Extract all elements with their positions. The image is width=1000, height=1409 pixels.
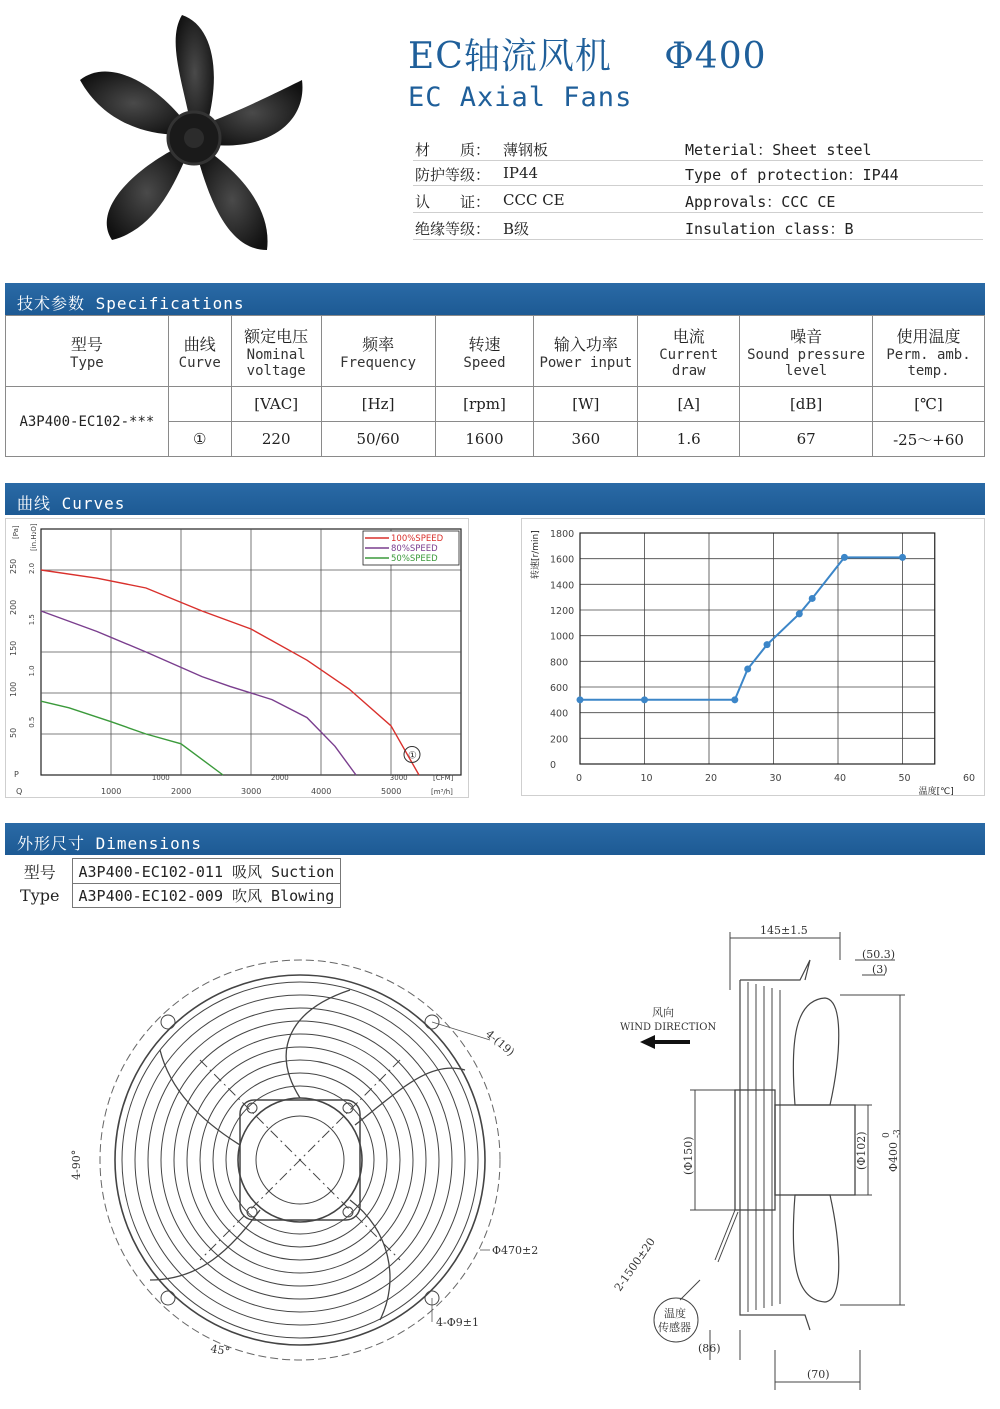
- property-en: Meterial：Sheet steel: [685, 141, 872, 159]
- x-tick-label-m3h: 1000: [101, 787, 122, 796]
- y-tick-label-inh2o: 1.5: [28, 614, 36, 626]
- pressure-flow-chart-svg: [6, 519, 468, 797]
- type-row: A3P400-EC102-009 吹风 Blowing: [72, 884, 341, 908]
- header-en: Current draw: [659, 346, 719, 379]
- x-tick-label-m3h: 2000: [171, 787, 192, 796]
- speed-temperature-chart-svg: [522, 519, 984, 795]
- cable-dimension: 2-1500±20: [611, 1235, 658, 1294]
- y-axis-label: 转速[r/min]: [531, 530, 541, 579]
- property-en: Insulation class：B: [685, 220, 854, 238]
- header-en: Perm. amb. temp.: [886, 346, 971, 379]
- x-tick-label: 50: [898, 773, 911, 784]
- chart-legend: [363, 531, 459, 565]
- y-tick-label: 1800: [550, 529, 575, 540]
- blade-diameter-tolerance-top: 0: [882, 1132, 892, 1138]
- y-axis-label-pa: [Pa]: [12, 525, 20, 539]
- property-row-protection: [413, 160, 983, 186]
- wind-direction-en: WIND DIRECTION: [620, 1022, 717, 1033]
- x-tick-label-m3h: 5000: [381, 787, 402, 796]
- page-title: [408, 28, 767, 79]
- dimensions-banner: 外形尺寸 Dimensions: [5, 823, 985, 855]
- unit-cell: [℃]: [873, 387, 985, 422]
- x-tick-label: 60: [963, 773, 976, 784]
- y-tick-label: 1000: [550, 631, 575, 643]
- y-tick-label-pa: 150: [9, 640, 18, 656]
- y-tick-label-pa: 250: [9, 558, 18, 574]
- property-cn-label: 绝缘等级：: [415, 220, 491, 238]
- property-en: Approvals：CCC CE: [685, 193, 836, 211]
- header-cn: 使用温度: [896, 326, 961, 346]
- property-row-material: [413, 135, 983, 161]
- header-cell: [873, 316, 985, 387]
- speed-temperature-chart: [521, 518, 985, 796]
- curves-banner: 曲线 Curves: [5, 483, 985, 515]
- header-cn: 额定电压: [244, 326, 309, 346]
- x-tick-label-m3h: 4000: [311, 787, 332, 796]
- outer-diameter-dimension: Φ470±2: [492, 1244, 539, 1257]
- header-cn: 输入功率: [553, 334, 618, 354]
- y-tick-label: 800: [550, 657, 569, 669]
- y-tick-label: 1600: [550, 554, 575, 566]
- speed-curve-point: [731, 696, 738, 703]
- legend-entry: 50%SPEED: [391, 554, 438, 564]
- x-axis-q-label: Q: [16, 787, 23, 796]
- header-cn: 型号: [70, 334, 103, 354]
- unit-cell: [Hz]: [321, 387, 435, 422]
- series-line-100%SPEED: [41, 570, 419, 775]
- curve-cell: ①: [168, 422, 231, 457]
- blade-diameter-dimension: Φ400: [887, 1141, 900, 1172]
- y-tick-label-inh2o: 1.0: [28, 665, 36, 677]
- angle-dimension: 4-90°: [70, 1149, 83, 1180]
- speed-curve-point: [809, 595, 816, 602]
- speed-curve-point: [764, 641, 771, 648]
- offset-dimension: (50.3): [862, 948, 896, 961]
- header-cell: [168, 316, 231, 387]
- x-tick-label-m3h: 3000: [241, 787, 262, 796]
- property-en: Type of protection：IP44: [685, 166, 899, 184]
- y-tick-label: 1400: [550, 580, 575, 592]
- header-en: Type: [70, 354, 104, 371]
- header-en: Curve: [178, 354, 221, 371]
- y-tick-label: 600: [550, 683, 569, 694]
- gap-dimension: (3): [872, 963, 888, 976]
- header-cn: 噪音: [790, 326, 823, 346]
- header-cn: 频率: [362, 334, 395, 354]
- x-axis-label-m3h: [m³/h]: [431, 788, 453, 796]
- front-view-drawing: [60, 950, 560, 1370]
- specifications-banner: 技术参数 Specifications: [5, 283, 985, 315]
- x-tick-label: 30: [769, 773, 782, 784]
- depth-dimension: (70): [807, 1368, 830, 1381]
- unit-cell: [W]: [534, 387, 638, 422]
- table-units-row: [6, 387, 985, 422]
- property-row-insulation: [413, 214, 983, 240]
- header-cn: 电流: [672, 326, 705, 346]
- wind-direction-cn: 风向: [652, 1006, 674, 1019]
- speed-curve-line: [580, 557, 903, 699]
- legend-entry: 80%SPEED: [391, 544, 438, 554]
- sensor-label-1: 温度: [664, 1307, 686, 1320]
- arrow-head-icon: [640, 1035, 655, 1049]
- side-view-drawing: [600, 920, 995, 1400]
- speed-curve-point: [841, 554, 848, 561]
- series-line-50%SPEED: [41, 701, 223, 775]
- x-tick-label: 0: [576, 773, 583, 784]
- speed-curve-point: [577, 696, 584, 703]
- header-cell: [321, 316, 435, 387]
- header-cell: [6, 316, 169, 387]
- type-table: [8, 858, 341, 908]
- property-row-approvals: [413, 187, 983, 213]
- pressure-flow-chart: [5, 518, 469, 798]
- y-axis-label-inh2o: [in.H₂O]: [30, 523, 38, 551]
- x-tick-label: 20: [705, 773, 718, 784]
- type-label-en: Type: [8, 884, 72, 908]
- x-tick-label-cfm: 2000: [270, 774, 289, 782]
- header-en: Power input: [539, 354, 633, 371]
- table-header-row: [6, 316, 985, 387]
- value-cell: 67: [740, 422, 873, 457]
- x-tick-label: 10: [640, 773, 653, 784]
- width-dimension: 145±1.5: [760, 924, 808, 937]
- property-cn-label: 材 质：: [415, 141, 491, 159]
- property-cn-value: CCC CE: [503, 191, 565, 209]
- slots-dimension: 4-Φ9±1: [436, 1316, 479, 1329]
- curve-marker-label: ①: [408, 750, 417, 762]
- speed-curve-point: [744, 666, 751, 673]
- x-tick-label-cfm: 3000: [389, 774, 408, 782]
- value-cell: 1.6: [638, 422, 740, 457]
- angle45-dimension: 45°: [209, 1342, 231, 1359]
- plot-area: [580, 533, 935, 764]
- sensor-label-2: 传感器: [658, 1321, 691, 1334]
- y-tick-label-inh2o: 0.5: [28, 716, 36, 728]
- front-view-guard: [100, 960, 500, 1360]
- page-subtitle: EC Axial Fans: [408, 82, 633, 113]
- legend-entry: 100%SPEED: [391, 534, 444, 544]
- title-cn: EC轴流风机: [408, 36, 612, 77]
- specifications-table: [5, 315, 985, 457]
- header-cell: [435, 316, 534, 387]
- title-dimension: Φ400: [664, 36, 767, 77]
- header-cell: [740, 316, 873, 387]
- y-tick-label-inh2o: 2.0: [28, 562, 36, 574]
- x-tick-label: 40: [834, 773, 847, 784]
- model-cell: A3P400-EC102-***: [6, 387, 169, 457]
- type-row: A3P400-EC102-011 吸风 Suction: [72, 859, 341, 884]
- header-en: Nominal voltage: [246, 346, 306, 379]
- property-cn-value: 薄钢板: [503, 141, 549, 159]
- blade-diameter-tolerance-bottom: -3: [893, 1129, 903, 1138]
- unit-cell: [dB]: [740, 387, 873, 422]
- header-cn: 曲线: [183, 334, 216, 354]
- type-label-cn: 型号: [8, 859, 72, 884]
- y-tick-label: 200: [550, 734, 569, 746]
- value-cell: 220: [231, 422, 321, 457]
- header-en: Speed: [463, 354, 506, 371]
- header-cell: [231, 316, 321, 387]
- motor-diameter-dimension: (Φ102): [855, 1131, 868, 1170]
- speed-curve-point: [796, 610, 803, 617]
- holes-dimension: 4-(19): [483, 1027, 517, 1059]
- header-en: Frequency: [340, 354, 417, 371]
- temperature-sensor-icon: [654, 1298, 698, 1342]
- value-cell: 1600: [435, 422, 534, 457]
- value-cell: 360: [534, 422, 638, 457]
- y-axis-p-label: P: [14, 770, 19, 779]
- y-tick-label: 1200: [550, 606, 575, 617]
- header-cell: [638, 316, 740, 387]
- y-tick-label-pa: 100: [9, 681, 18, 697]
- x-axis-label: 温度[℃]: [918, 787, 954, 795]
- y-tick-label: 0: [550, 760, 557, 771]
- value-cell: -25～+60: [873, 422, 985, 457]
- cable-exit-dimension: (86): [698, 1342, 721, 1355]
- property-cn-label: 防护等级：: [415, 166, 491, 184]
- value-cell: 50/60: [321, 422, 435, 457]
- fan-product-image: [72, 10, 312, 270]
- unit-cell: [rpm]: [435, 387, 534, 422]
- header-en: Sound pressure level: [747, 346, 866, 379]
- x-tick-label-cfm: 1000: [151, 774, 170, 782]
- speed-curve-point: [899, 554, 906, 561]
- unit-cell: [168, 387, 231, 422]
- header-cell: [534, 316, 638, 387]
- y-tick-label-pa: 200: [9, 599, 18, 615]
- unit-cell: [A]: [638, 387, 740, 422]
- property-cn-label: 认 证：: [415, 193, 491, 211]
- speed-curve-point: [641, 696, 648, 703]
- y-tick-label-pa: 50: [9, 727, 18, 738]
- property-cn-value: IP44: [503, 164, 539, 182]
- x-axis-label-cfm: [CFM]: [433, 774, 454, 782]
- header-cn: 转速: [468, 334, 501, 354]
- unit-cell: [VAC]: [231, 387, 321, 422]
- y-tick-label: 400: [550, 708, 569, 720]
- property-cn-value: B级: [503, 220, 530, 238]
- hub-diameter-dimension: (Φ150): [682, 1136, 695, 1175]
